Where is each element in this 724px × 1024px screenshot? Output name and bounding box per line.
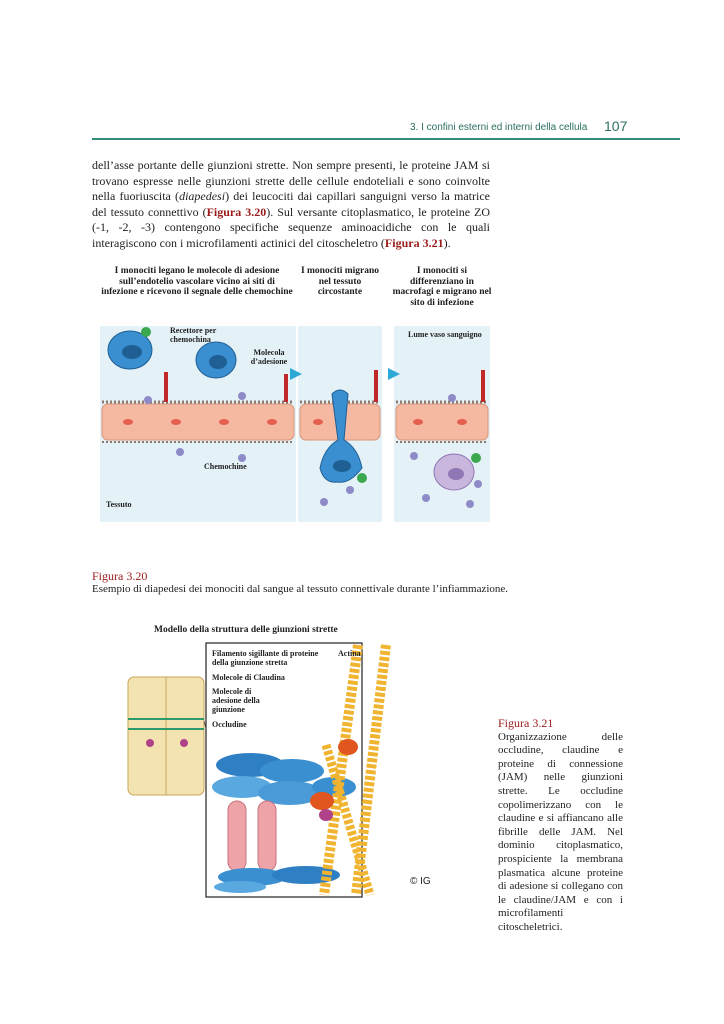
label-occludine: Occludine xyxy=(212,720,247,729)
running-head: 3. I confini esterni ed interni della cellula xyxy=(410,122,588,133)
label-recettore-chemochina: Recettore per chemochina xyxy=(170,326,217,344)
figure-3-20-caption-text: Esempio di diapedesi dei monociti dal sangue al tessuto connettivale durante l’infiammazione. xyxy=(92,583,509,595)
figure-3-21-caption-text: Organizzazione delle occludine, claudine e proteine di connessione (JAM) nelle giunzioni strette. Le occludine copolimerizzano con le claudine e si affiancano alle fibrille delle JAM. Nel dominio citoplasmatico, prospiciente la membrana plasmatica alcune proteine di adesione si collegano con le claudine/JAM e con i microfilamenti citoscheletrici. xyxy=(498,730,623,933)
label-tessuto: Tessuto xyxy=(106,500,132,509)
label-lume-vaso: Lume vaso sanguigno xyxy=(408,330,482,339)
figure-3-21-caption xyxy=(498,717,623,935)
figure-3-20-caption-title: Figura 3.20 xyxy=(92,569,148,583)
label-adesione-giunzione: Molecole di adesione della giunzione xyxy=(212,687,260,714)
figure-3-21-title: Modello della struttura delle giunzioni strette xyxy=(154,625,338,635)
diapedesis-drawing xyxy=(92,262,494,524)
panel-3-heading: I monociti si differenziano in macrofagi e migrano nel sito di infezione xyxy=(392,266,492,308)
figure-reference-link[interactable]: Figura 3.21 xyxy=(384,235,444,250)
label-claudina: Molecole di Claudina xyxy=(212,673,285,682)
label-molecola-adesione: Molecola d’adesione xyxy=(250,348,288,366)
copyright-mark: © IG xyxy=(410,876,431,887)
figure-3-20-illustration xyxy=(92,262,494,524)
label-filamento-sigillante: Filamento sigillante di proteine della giunzione stretta xyxy=(212,649,319,667)
panel-1-heading: I monociti legano le molecole di adesione sull’endotelio vascolare vicino ai siti di infezione e ricevono il segnale delle chemochine xyxy=(101,266,293,297)
figure-3-21-illustration xyxy=(120,625,465,900)
label-chemochine: Chemochine xyxy=(204,462,247,471)
label-actina: Actina xyxy=(338,649,361,658)
panel-2-heading: I monociti migrano nel tessuto circostante xyxy=(300,266,380,297)
page-number: 107 xyxy=(604,118,628,134)
header-rule xyxy=(92,138,680,140)
figure-reference-link[interactable]: Figura 3.20 xyxy=(206,204,267,219)
body-paragraph: dell’asse portante delle giunzioni strette. Non sempre presenti, le proteine JAM si trovano espresse nelle giunzioni strette delle cellule endoteliali e sono coinvolte nella fuoriuscita (diapedesi) dei leucociti dai capillari sanguigni verso la matrice del tessuto connettivo (Figura 3.20). Sul versante citoplasmatico, le proteine ZO (-1, -2, -3) contengono specifiche sequenze aminoacidiche con le quali interagiscono con i microfilamenti actinici del citoscheletro (Figura 3.21). xyxy=(92,158,490,250)
figure-3-21-caption-title: Figura 3.21 xyxy=(498,716,554,730)
